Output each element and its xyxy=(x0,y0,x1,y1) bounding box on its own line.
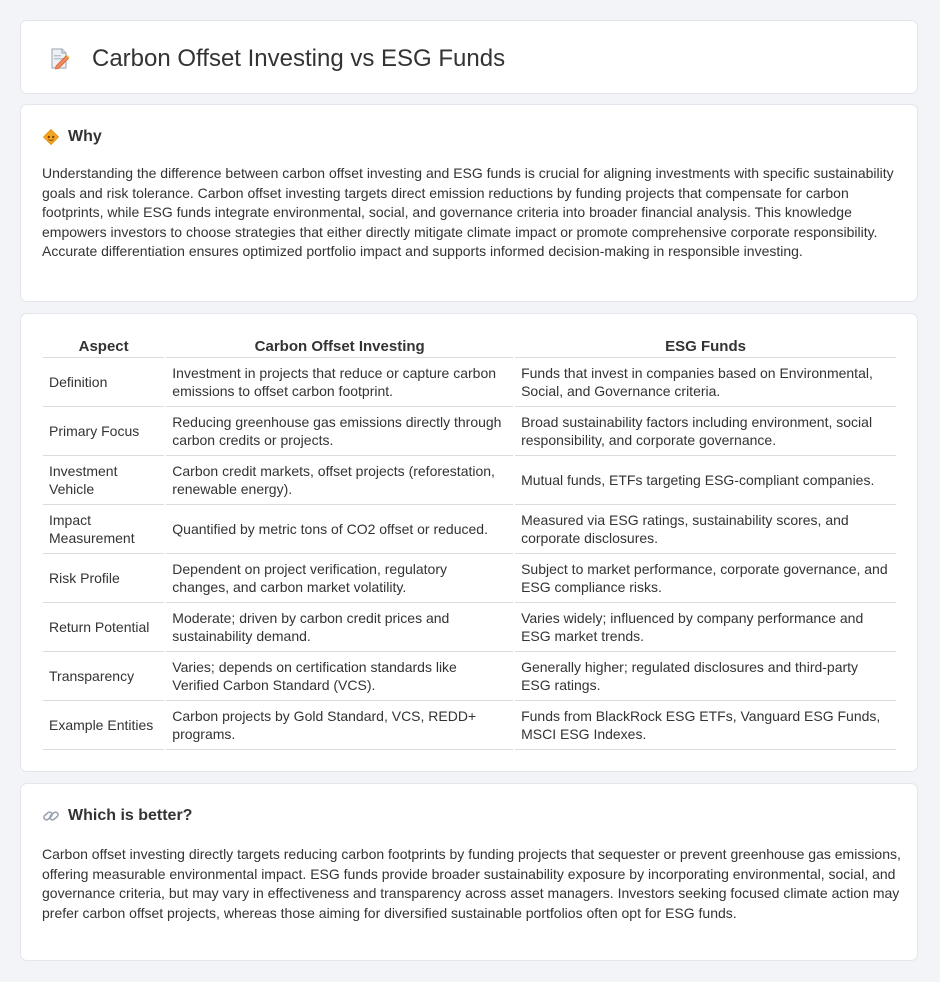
aspect-cell: Return Potential xyxy=(43,603,164,652)
esg-funds-cell: Measured via ESG ratings, sustainability scores, and corporate disclosures. xyxy=(515,505,896,554)
header-esg-funds: ESG Funds xyxy=(515,335,896,358)
aspect-cell: Transparency xyxy=(43,652,164,701)
title-card xyxy=(20,20,918,94)
carbon-offset-cell: Investment in projects that reduce or capture carbon emissions to offset carbon footprint. xyxy=(166,358,513,407)
carbon-offset-cell: Carbon credit markets, offset projects (reforestation, renewable energy). xyxy=(166,456,513,505)
carbon-offset-cell: Varies; depends on certification standards like Verified Carbon Standard (VCS). xyxy=(166,652,513,701)
esg-funds-cell: Mutual funds, ETFs targeting ESG-compliant companies. xyxy=(515,456,896,505)
document-pencil-icon xyxy=(47,47,71,71)
aspect-cell: Primary Focus xyxy=(43,407,164,456)
header-aspect: Aspect xyxy=(43,335,164,358)
esg-funds-cell: Funds that invest in companies based on Environmental, Social, and Governance criteria. xyxy=(515,358,896,407)
carbon-offset-cell: Dependent on project verification, regulatory changes, and carbon market volatility. xyxy=(166,554,513,603)
aspect-cell: Impact Measurement xyxy=(43,505,164,554)
carbon-offset-cell: Carbon projects by Gold Standard, VCS, REDD+ programs. xyxy=(166,701,513,750)
comparison-section xyxy=(20,313,918,772)
diamond-warning-icon xyxy=(42,128,60,146)
table-row xyxy=(43,554,896,603)
better-heading-row xyxy=(42,806,192,826)
why-section xyxy=(20,104,918,302)
table-row xyxy=(43,358,896,407)
better-text: Carbon offset investing directly targets reducing carbon footprints by funding projects that sequester or prevent greenhouse gas emissions, offering measurable environmental impact. ESG funds provide broader sustainability exposure by incorporating environmental, social, and governance criteria, but may vary in effectiveness and transparency across asset managers. Investors seeking focused climate action may prefer carbon offset projects, whereas those aiming for diversified sustainable portfolios often opt for ESG funds. xyxy=(42,846,901,921)
why-heading: Why xyxy=(68,128,102,145)
aspect-cell: Risk Profile xyxy=(43,554,164,603)
table-row xyxy=(43,505,896,554)
table-row xyxy=(43,456,896,505)
table-row xyxy=(43,701,896,750)
carbon-offset-cell: Reducing greenhouse gas emissions directly through carbon credits or projects. xyxy=(166,407,513,456)
aspect-cell: Investment Vehicle xyxy=(43,456,164,505)
carbon-offset-cell: Moderate; driven by carbon credit prices and sustainability demand. xyxy=(166,603,513,652)
esg-funds-cell: Varies widely; influenced by company performance and ESG market trends. xyxy=(515,603,896,652)
aspect-cell: Example Entities xyxy=(43,701,164,750)
table-header-row xyxy=(43,335,896,358)
link-icon xyxy=(42,807,60,825)
table-row xyxy=(43,407,896,456)
esg-funds-cell: Broad sustainability factors including environment, social responsibility, and corporate governance. xyxy=(515,407,896,456)
page-title: Carbon Offset Investing vs ESG Funds xyxy=(92,45,506,72)
carbon-offset-cell: Quantified by metric tons of CO2 offset or reduced. xyxy=(166,505,513,554)
table-row xyxy=(43,603,896,652)
comparison-table xyxy=(41,335,898,750)
aspect-cell: Definition xyxy=(43,358,164,407)
esg-funds-cell: Generally higher; regulated disclosures and third-party ESG ratings. xyxy=(515,652,896,701)
table-row xyxy=(43,652,896,701)
header-carbon-offset: Carbon Offset Investing xyxy=(166,335,513,358)
esg-funds-cell: Funds from BlackRock ESG ETFs, Vanguard ESG Funds, MSCI ESG Indexes. xyxy=(515,701,896,750)
which-is-better-section xyxy=(20,783,918,961)
esg-funds-cell: Subject to market performance, corporate governance, and ESG compliance risks. xyxy=(515,554,896,603)
better-heading: Which is better? xyxy=(68,807,193,824)
why-heading-row xyxy=(42,127,102,147)
why-text: Understanding the difference between carbon offset investing and ESG funds is crucial for aligning investments with specific sustainability goals and risk tolerance. Carbon offset investing targets direct emission reductions by funding projects that compensate for carbon footprints, while ESG funds integrate environmental, social, and governance criteria into broader financial analysis. This knowledge empowers investors to choose strategies that either directly mitigate climate impact or promote comprehensive corporate responsibility. Accurate differentiation ensures optimized portfolio impact and supports informed decision-making in responsible investing. xyxy=(42,165,894,259)
